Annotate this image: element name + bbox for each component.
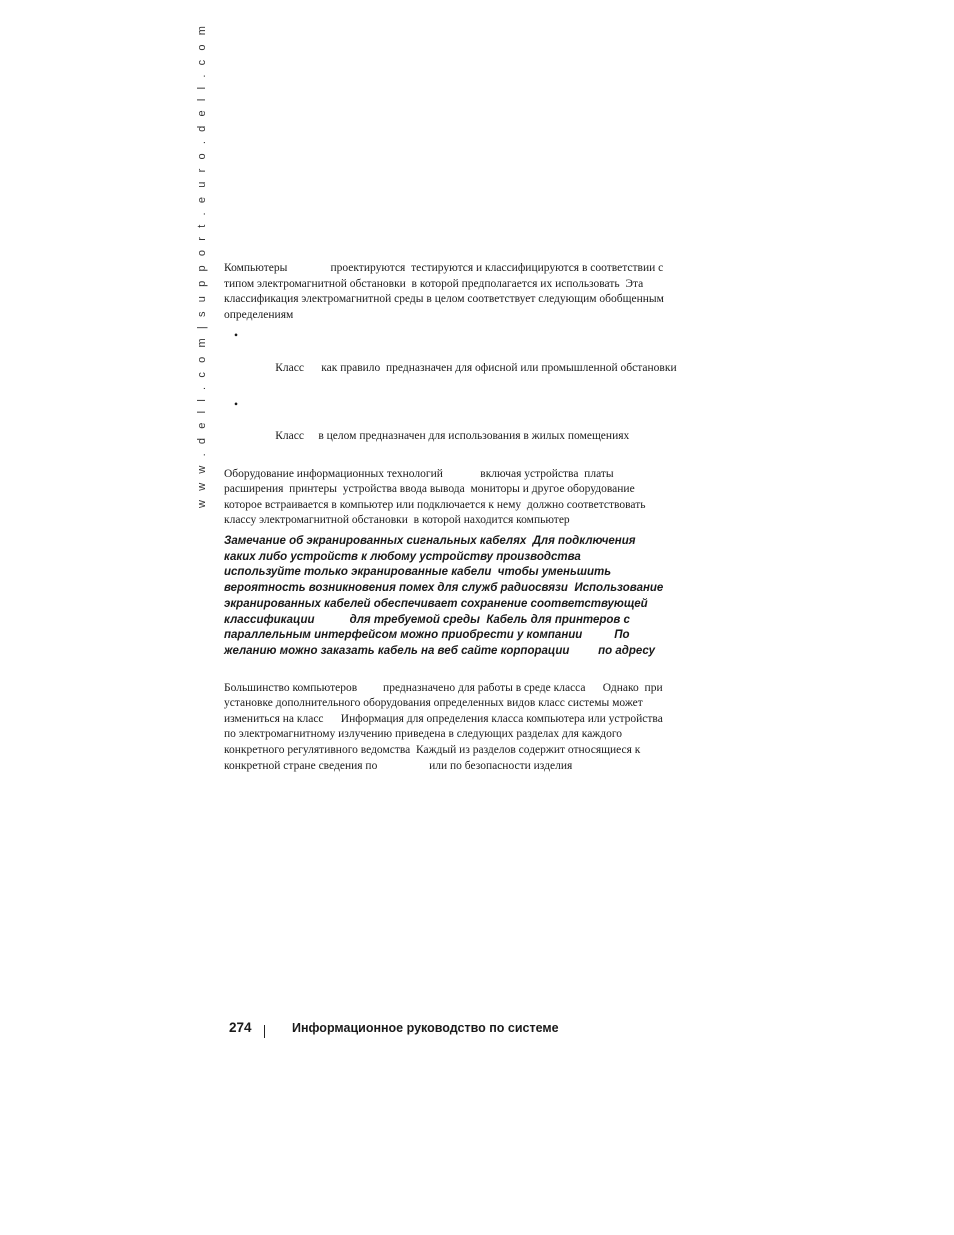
bullet-text: Класс как правило предназначен для офисной или промышленной обстановки bbox=[275, 361, 677, 374]
text-line: классификация электромагнитной среды в целом соответствует следующим обобщенным bbox=[224, 293, 664, 306]
text-line: которое встраивается в компьютер или подключается к нему должно соответствовать bbox=[224, 498, 646, 511]
note-line: желанию можно заказать кабель на веб сайте корпорации по адресу bbox=[224, 644, 656, 657]
bullet-icon: • bbox=[234, 399, 239, 412]
text-line: типом электромагнитной обстановки в которой предполагается их использовать Эта bbox=[224, 277, 644, 290]
note-line: вероятность возникновения помех для служб радиосвязи Использование bbox=[224, 582, 664, 595]
text-line: конкретной стране сведения по или по безопасности изделия bbox=[224, 759, 573, 772]
document-title: Информационное руководство по системе bbox=[292, 1021, 559, 1035]
text-line: установке дополнительного оборудования определенных видов класс системы может bbox=[224, 697, 643, 710]
page-number: 274 bbox=[229, 1020, 252, 1035]
text-line: расширения принтеры устройства ввода вывода мониторы и другое оборудование bbox=[224, 483, 635, 496]
bullet-text: Класс в целом предназначен для использования в жилых помещениях bbox=[275, 430, 630, 443]
page-footer bbox=[0, 1020, 954, 1040]
text-line: измениться на класс Информация для определения класса компьютера или устройства bbox=[224, 712, 663, 725]
text-line: классу электромагнитной обстановки в которой находится компьютер bbox=[224, 514, 570, 527]
bullet-icon: • bbox=[234, 330, 239, 343]
text-line: конкретного регулятивного ведомства Каждый из разделов содержит относящиеся к bbox=[224, 744, 641, 756]
note-line: каких либо устройств к любому устройству производства bbox=[224, 550, 581, 563]
text-line: Большинство компьютеров предназначено для работы в среде класса Однако при bbox=[224, 681, 663, 694]
note-line: экранированных кабелей обеспечивает сохранение соответствующей bbox=[224, 597, 648, 610]
text-line: определениям bbox=[224, 308, 294, 321]
shielded-cables-note bbox=[224, 534, 704, 660]
list-item bbox=[224, 329, 704, 391]
list-item bbox=[224, 398, 704, 460]
footer-divider bbox=[264, 1025, 265, 1038]
note-line: классификации для требуемой среды Кабель для принтеров с bbox=[224, 613, 630, 626]
class-bullet-list bbox=[224, 329, 704, 460]
text-line: Оборудование информационных технологий включая устройства платы bbox=[224, 467, 614, 480]
text-line: по электромагнитному излучению приведена в следующих разделах для каждого bbox=[224, 728, 623, 741]
paragraph-class-info bbox=[224, 681, 704, 775]
paragraph-emc-intro bbox=[224, 261, 704, 323]
note-line: параллельным интерфейсом можно приобрести у компании По bbox=[224, 629, 630, 642]
note-line: используйте только экранированные кабели чтобы уменьшить bbox=[224, 566, 612, 579]
main-content bbox=[224, 261, 704, 774]
text-line: Компьютеры проектируются тестируются и классифицируются в соответствии с bbox=[224, 262, 664, 274]
side-url: w w w . d e l l . c o m | s u p p o r t . e u r o . d e l l . c o m bbox=[196, 22, 208, 508]
paragraph-ite-equipment bbox=[224, 467, 704, 529]
note-line: Замечание об экранированных сигнальных кабелях Для подключения bbox=[224, 535, 636, 547]
